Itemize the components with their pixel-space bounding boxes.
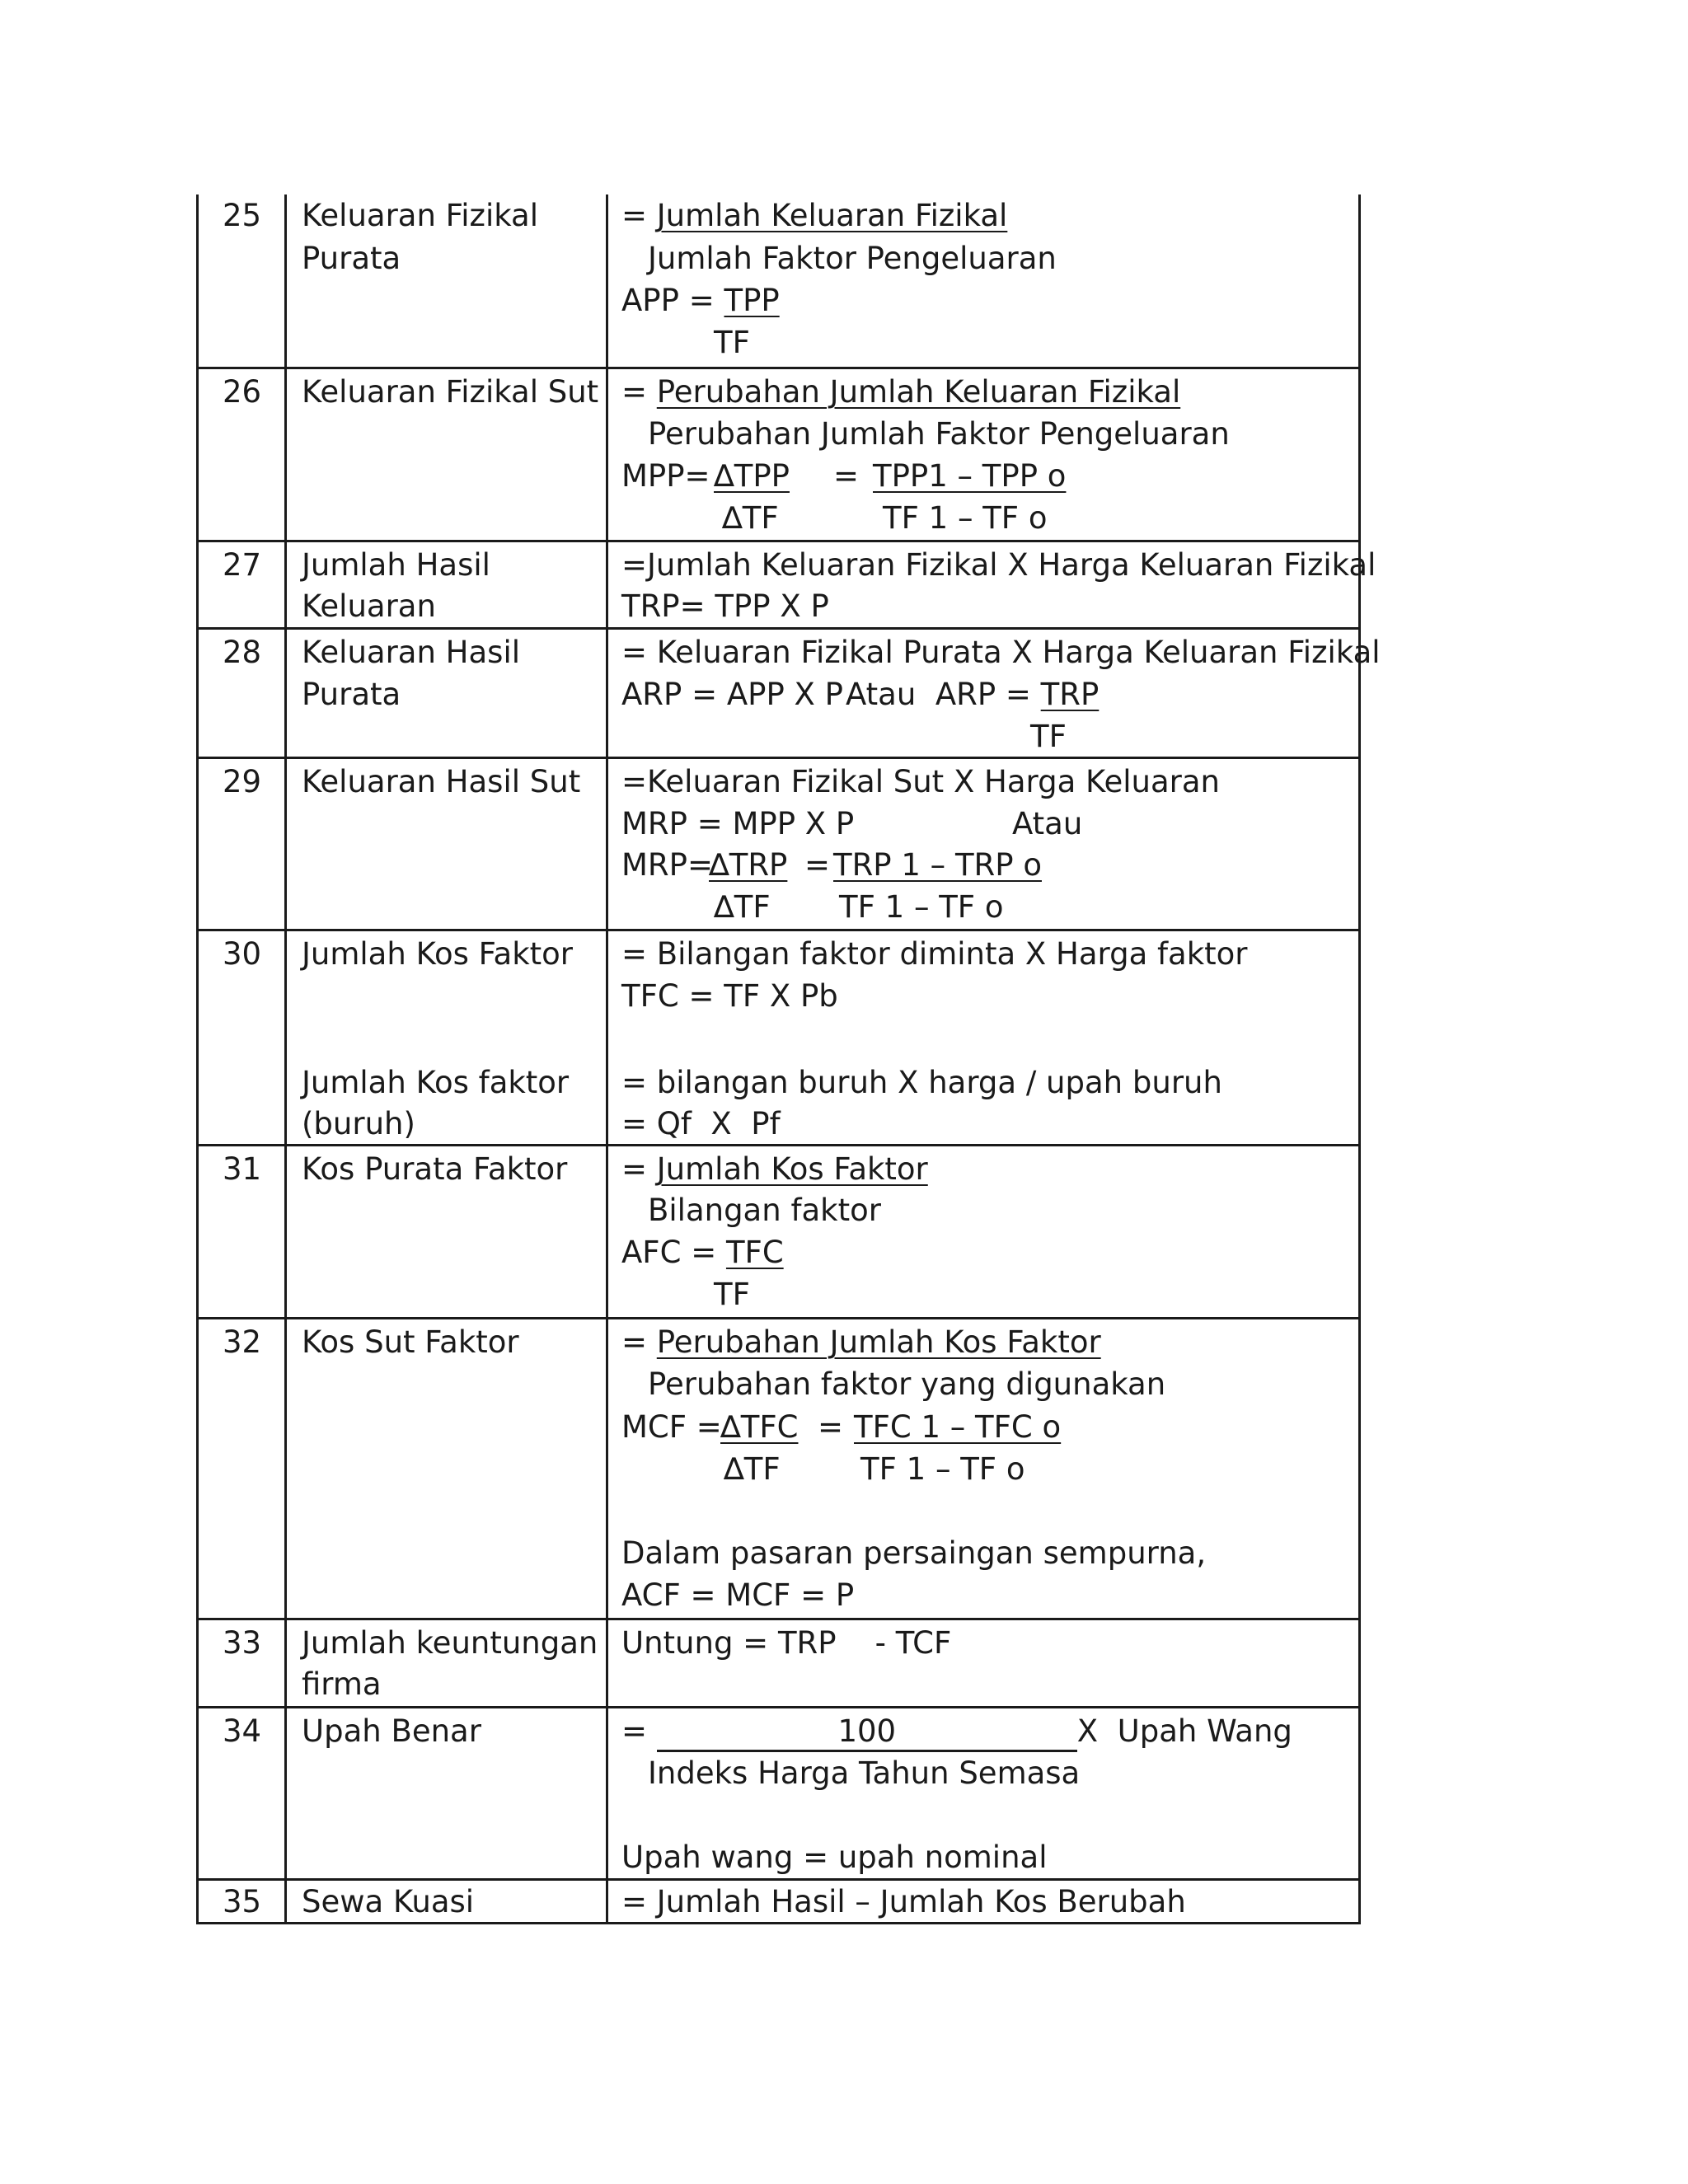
formula-line: = Jumlah Hasil – Jumlah Kos Berubah <box>621 1884 1186 1919</box>
symbol-numerator: TRP <box>1040 677 1100 712</box>
term-name: Jumlah Hasil <box>302 547 490 583</box>
symbol-label: MRP= <box>621 847 713 883</box>
row-number: 33 <box>223 1625 262 1661</box>
symbol-denominator: ∆TF <box>722 500 779 536</box>
formula-multiplier: X Upah Wang <box>1076 1713 1292 1749</box>
formula-alt: Atau ARP = TRP <box>846 677 1100 712</box>
equals-sign: = <box>804 847 831 883</box>
term-name: Upah Benar <box>302 1713 481 1749</box>
term-name: Kos Purata Faktor <box>302 1151 568 1187</box>
formula-denominator: Jumlah Faktor Pengeluaran <box>648 241 1057 276</box>
formula-denominator: Perubahan Jumlah Faktor Pengeluaran <box>648 416 1230 452</box>
formula-denominator: Bilangan faktor <box>648 1193 881 1228</box>
formula-line: = Keluaran Fizikal Purata X Harga Keluaran Fizikal <box>621 635 1381 670</box>
column-divider-no <box>284 194 287 1924</box>
formula-denominator: Indeks Harga Tahun Semasa <box>648 1755 1081 1791</box>
row-number: 35 <box>223 1884 262 1919</box>
symbol-denominator-expanded: TF 1 – TF o <box>860 1451 1025 1487</box>
formula-numerator: Jumlah Keluaran Fizikal <box>656 198 1008 233</box>
symbol-numerator: TFC <box>725 1235 784 1270</box>
table-border-right <box>1358 194 1361 1924</box>
row-number: 25 <box>223 198 262 233</box>
row-divider <box>196 540 1361 542</box>
symbol-denominator: TF <box>714 325 750 360</box>
formula-line: =Jumlah Keluaran Fizikal X Harga Keluaran Fizikal <box>621 547 1376 583</box>
row-number: 26 <box>223 374 262 410</box>
symbol-numerator-expanded: TFC 1 – TFC o <box>854 1409 1062 1445</box>
term-name: Keluaran <box>302 588 436 624</box>
term-name: Jumlah Kos faktor <box>302 1065 570 1100</box>
row-divider <box>196 929 1361 931</box>
term-name: Purata <box>302 241 401 276</box>
row-number: 31 <box>223 1151 262 1187</box>
row-divider <box>196 367 1361 369</box>
formula-numerator: Perubahan Jumlah Keluaran Fizikal <box>656 374 1181 410</box>
term-name: firma <box>302 1666 382 1702</box>
formula-eq: = 100 X Upah Wang <box>621 1710 1292 1753</box>
row-number: 32 <box>223 1324 262 1360</box>
symbol-denominator-expanded: TF 1 – TF o <box>883 500 1048 536</box>
term-name: (buruh) <box>302 1106 415 1141</box>
formula-line: = Bilangan faktor diminta X Harga faktor <box>621 936 1248 972</box>
formula-line: = Qf X Pf <box>621 1106 781 1141</box>
table-border-left <box>196 194 199 1924</box>
symbol-denominator: ∆TF <box>714 889 771 925</box>
equals-sign: = <box>818 1409 844 1445</box>
term-name: Jumlah keuntungan <box>302 1625 598 1661</box>
symbol-numerator: ∆TPP <box>714 458 790 494</box>
formula-note: Upah wang = upah nominal <box>621 1840 1048 1875</box>
row-divider <box>196 1317 1361 1319</box>
term-name: Keluaran Fizikal <box>302 198 538 233</box>
formula-line: MRP = MPP X P <box>621 806 855 841</box>
symbol-numerator: TPP <box>724 283 780 318</box>
formula-line: TRP= TPP X P <box>621 588 829 624</box>
row-divider <box>196 1706 1361 1708</box>
formula-numerator: Perubahan Jumlah Kos Faktor <box>656 1324 1101 1360</box>
symbol-denominator: TF <box>714 1277 750 1312</box>
formula-line: TFC = TF X Pb <box>621 978 838 1014</box>
row-divider <box>196 757 1361 759</box>
symbol-numerator-expanded: TRP 1 – TRP o <box>833 847 1042 883</box>
formula-numerator: 100 <box>657 1713 1077 1752</box>
equals-sign: = <box>833 458 860 494</box>
term-name: Keluaran Hasil <box>302 635 521 670</box>
formula-line: =Keluaran Fizikal Sut X Harga Keluaran <box>621 764 1220 799</box>
symbol-denominator: ∆TF <box>724 1451 781 1487</box>
row-number: 30 <box>223 936 262 972</box>
row-divider <box>196 1618 1361 1620</box>
formula-line: = bilangan buruh X harga / upah buruh <box>621 1065 1222 1100</box>
formula-table <box>196 194 1381 1924</box>
symbol-denominator: TF <box>1030 719 1067 754</box>
term-name: Keluaran Hasil Sut <box>302 764 581 799</box>
formula-eq: = Perubahan Jumlah Kos Faktor <box>621 1324 1101 1360</box>
symbol-numerator: ∆TRP <box>709 847 788 883</box>
formula-eq: = Jumlah Keluaran Fizikal <box>621 198 1008 233</box>
symbol-numerator: ∆TFC <box>720 1409 799 1445</box>
formula-note: Dalam pasaran persaingan sempurna, <box>621 1535 1207 1571</box>
formula-denominator: Perubahan faktor yang digunakan <box>648 1366 1166 1402</box>
formula-note: ACF = MCF = P <box>621 1577 855 1613</box>
symbol-formula: APP = TPP <box>621 283 780 318</box>
term-name: Purata <box>302 677 401 712</box>
row-number: 34 <box>223 1713 262 1749</box>
term-name: Keluaran Fizikal Sut <box>302 374 599 410</box>
row-number: 27 <box>223 547 262 583</box>
symbol-denominator-expanded: TF 1 – TF o <box>839 889 1004 925</box>
symbol-label: MPP= <box>621 458 710 494</box>
column-divider-name <box>606 194 608 1924</box>
row-number: 28 <box>223 635 262 670</box>
row-number: 29 <box>223 764 262 799</box>
symbol-numerator-expanded: TPP1 – TPP o <box>873 458 1067 494</box>
term-name: Jumlah Kos Faktor <box>302 936 574 972</box>
formula-line: ARP = APP X P <box>621 677 843 712</box>
formula-line: Untung = TRP - TCF <box>621 1625 952 1661</box>
symbol-formula: AFC = TFC <box>621 1235 784 1270</box>
formula-eq: = Jumlah Kos Faktor <box>621 1151 928 1187</box>
term-name: Sewa Kuasi <box>302 1884 475 1919</box>
term-name: Kos Sut Faktor <box>302 1324 519 1360</box>
symbol-label: MCF = <box>621 1409 732 1445</box>
formula-eq: = Perubahan Jumlah Keluaran Fizikal <box>621 374 1181 410</box>
formula-numerator: Jumlah Kos Faktor <box>656 1151 928 1187</box>
formula-alt: Atau <box>1012 806 1083 841</box>
